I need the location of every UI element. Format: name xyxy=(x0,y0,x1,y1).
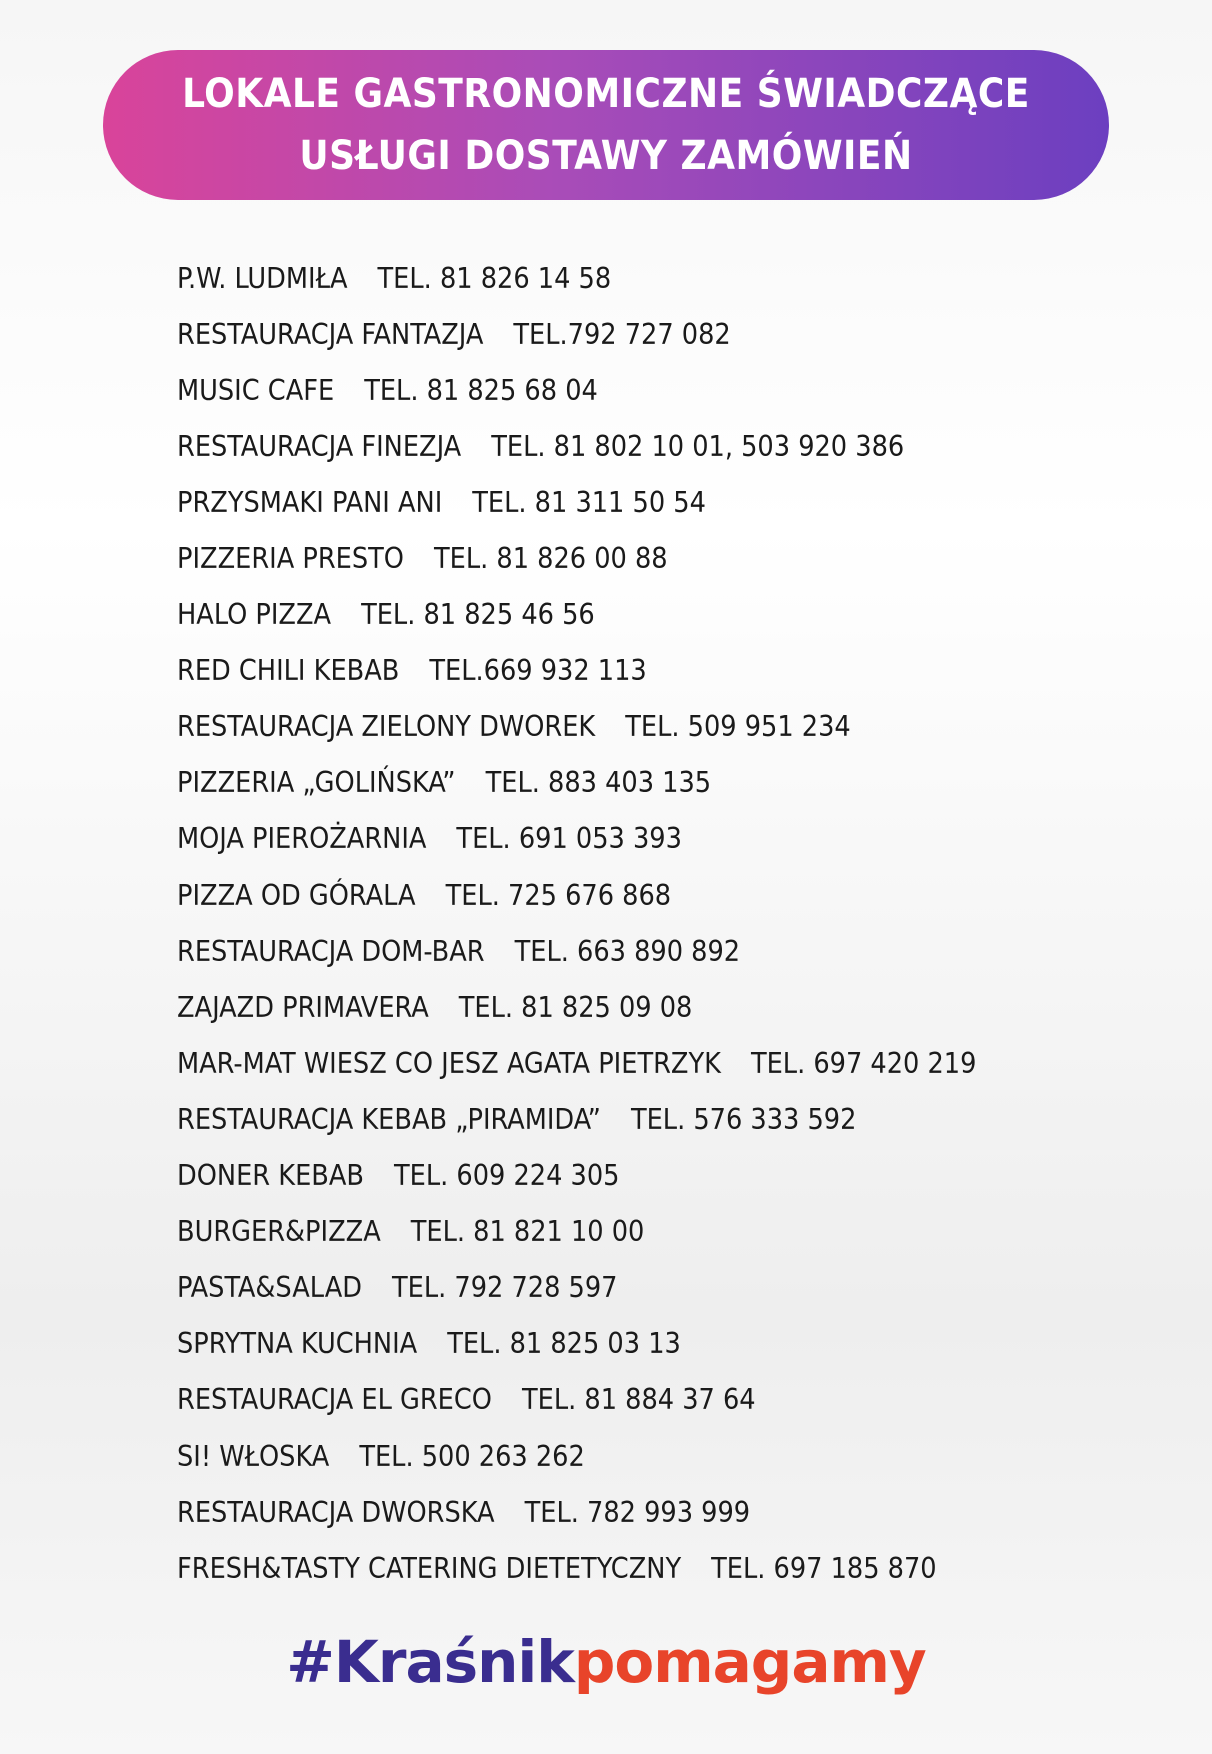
restaurant-name: ZAJAZD PRIMAVERA xyxy=(177,990,429,1024)
restaurant-phone: TEL. 782 993 999 xyxy=(524,1495,751,1529)
restaurant-name: PIZZA OD GÓRALA xyxy=(177,878,416,912)
restaurant-phone: TEL. 883 403 135 xyxy=(485,766,712,800)
list-item xyxy=(177,1540,1137,1596)
restaurant-name: FRESH&TASTY CATERING DIETETYCZNY xyxy=(177,1551,682,1585)
list-item xyxy=(177,587,1137,643)
restaurant-name: RESTAURACJA DWORSKA xyxy=(177,1495,495,1529)
restaurant-name: BURGER&PIZZA xyxy=(177,1215,381,1249)
restaurant-phone: TEL. 81 825 46 56 xyxy=(361,598,595,632)
hashtag-logo xyxy=(0,1628,1212,1696)
list-item xyxy=(177,530,1137,586)
restaurant-name: PASTA&SALAD xyxy=(177,1271,362,1305)
restaurant-phone: TEL. 81 825 09 08 xyxy=(458,990,693,1024)
restaurant-list xyxy=(177,250,1137,1596)
restaurant-name: RESTAURACJA FANTAZJA xyxy=(177,317,484,351)
list-item xyxy=(177,250,1137,306)
restaurant-phone: TEL.792 727 082 xyxy=(513,317,731,351)
restaurant-name: MUSIC CAFE xyxy=(177,373,335,407)
restaurant-name: PIZZERIA „GOLIŃSKA” xyxy=(177,766,456,800)
restaurant-phone: TEL. 697 420 219 xyxy=(750,1046,977,1080)
restaurant-name: SPRYTNA KUCHNIA xyxy=(177,1327,418,1361)
restaurant-name: P.W. LUDMIŁA xyxy=(177,261,348,295)
list-item xyxy=(177,867,1137,923)
list-item xyxy=(177,643,1137,699)
list-item xyxy=(177,1316,1137,1372)
list-item xyxy=(177,699,1137,755)
list-item xyxy=(177,1035,1137,1091)
restaurant-name: RESTAURACJA FINEZJA xyxy=(177,429,462,463)
restaurant-phone: TEL. 725 676 868 xyxy=(445,878,672,912)
restaurant-name: RED CHILI KEBAB xyxy=(177,654,400,688)
list-item xyxy=(177,1091,1137,1147)
restaurant-phone: TEL. 81 802 10 01, 503 920 386 xyxy=(491,429,905,463)
restaurant-phone: TEL. 576 333 592 xyxy=(630,1102,857,1136)
title-banner xyxy=(103,50,1109,200)
list-item xyxy=(177,1204,1137,1260)
list-item xyxy=(177,923,1137,979)
list-item xyxy=(177,1372,1137,1428)
restaurant-name: SI! WŁOSKA xyxy=(177,1439,330,1473)
restaurant-name: RESTAURACJA DOM-BAR xyxy=(177,934,485,968)
restaurant-phone: TEL. 663 890 892 xyxy=(514,934,741,968)
restaurant-name: HALO PIZZA xyxy=(177,598,332,632)
restaurant-phone: TEL. 81 825 68 04 xyxy=(364,373,598,407)
list-item xyxy=(177,811,1137,867)
hash-symbol: # xyxy=(286,1628,334,1696)
restaurant-name: PIZZERIA PRESTO xyxy=(177,542,404,576)
list-item xyxy=(177,362,1137,418)
restaurant-phone: TEL. 81 821 10 00 xyxy=(410,1215,645,1249)
restaurant-phone: TEL. 500 263 262 xyxy=(359,1439,585,1473)
list-item xyxy=(177,1428,1137,1484)
restaurant-phone: TEL. 81 825 03 13 xyxy=(447,1327,681,1361)
list-item xyxy=(177,979,1137,1035)
list-item xyxy=(177,418,1137,474)
list-item xyxy=(177,474,1137,530)
restaurant-phone: TEL. 81 311 50 54 xyxy=(472,485,706,519)
restaurant-name: PRZYSMAKI PANI ANI xyxy=(177,485,443,519)
restaurant-phone: TEL.669 932 113 xyxy=(429,654,647,688)
restaurant-name: MAR-MAT WIESZ CO JESZ AGATA PIETRZYK xyxy=(177,1046,721,1080)
restaurant-phone: TEL. 81 884 37 64 xyxy=(521,1383,756,1417)
restaurant-phone: TEL. 81 826 14 58 xyxy=(377,261,612,295)
hashtag-word: pomagamy xyxy=(573,1628,926,1696)
restaurant-name: MOJA PIEROŻARNIA xyxy=(177,822,427,856)
list-item xyxy=(177,755,1137,811)
restaurant-name: RESTAURACJA KEBAB „PIRAMIDA” xyxy=(177,1102,601,1136)
list-item xyxy=(177,306,1137,362)
restaurant-phone: TEL. 509 951 234 xyxy=(625,710,851,744)
title-line-1: LOKALE GASTRONOMICZNE ŚWIADCZĄCE xyxy=(182,71,1030,117)
restaurant-phone: TEL. 609 224 305 xyxy=(393,1159,620,1193)
restaurant-name: RESTAURACJA EL GRECO xyxy=(177,1383,492,1417)
restaurant-phone: TEL. 691 053 393 xyxy=(456,822,682,856)
restaurant-phone: TEL. 81 826 00 88 xyxy=(433,542,668,576)
restaurant-phone: TEL. 697 185 870 xyxy=(711,1551,937,1585)
restaurant-name: RESTAURACJA ZIELONY DWOREK xyxy=(177,710,596,744)
list-item xyxy=(177,1148,1137,1204)
restaurant-name: DONER KEBAB xyxy=(177,1159,364,1193)
list-item xyxy=(177,1484,1137,1540)
hashtag-city: Kraśnik xyxy=(333,1628,574,1696)
title-line-2: USŁUGI DOSTAWY ZAMÓWIEŃ xyxy=(299,133,913,179)
restaurant-phone: TEL. 792 728 597 xyxy=(392,1271,618,1305)
list-item xyxy=(177,1260,1137,1316)
